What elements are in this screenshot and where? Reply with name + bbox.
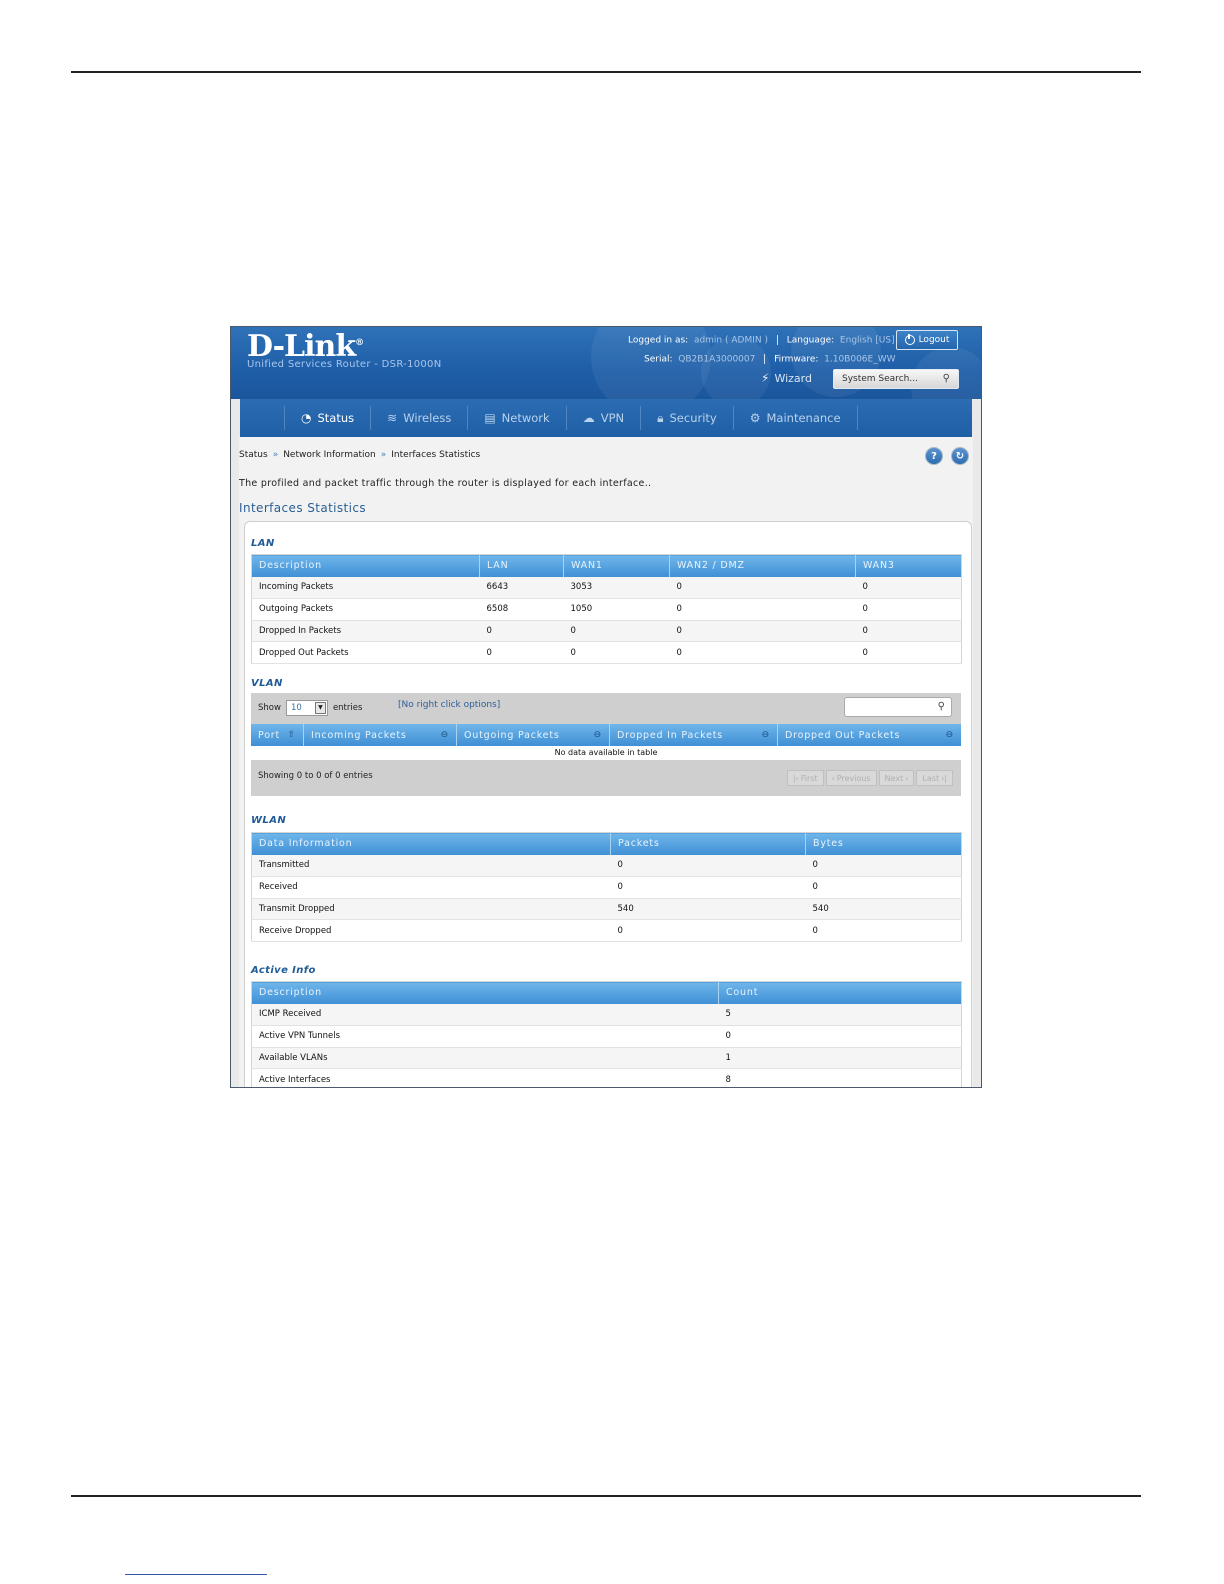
page-title: Interfaces Statistics bbox=[239, 501, 367, 515]
table-row: Transmit Dropped 540 540 bbox=[252, 898, 962, 920]
statistics-card bbox=[244, 521, 972, 1088]
product-subtitle: Unified Services Router - DSR-1000N bbox=[247, 359, 442, 370]
first-page-button[interactable]: |‹ First bbox=[787, 770, 824, 786]
entries-select[interactable]: 10 ▼ bbox=[286, 700, 328, 716]
vlan-table-header bbox=[251, 724, 961, 746]
gears-icon: ⚙ bbox=[749, 411, 761, 425]
wand-icon: ⚡ bbox=[761, 371, 770, 385]
refresh-icon[interactable]: ↻ bbox=[951, 447, 969, 465]
table-row: Receive Dropped 0 0 bbox=[252, 920, 962, 942]
lan-table bbox=[251, 554, 962, 664]
router-screenshot bbox=[230, 326, 982, 1088]
chevron-down-icon: ▼ bbox=[315, 702, 326, 714]
active-info-section-title: Active Info bbox=[251, 965, 316, 976]
footer-link-underline[interactable] bbox=[125, 1574, 267, 1575]
table-row: Transmitted 0 0 bbox=[252, 855, 962, 877]
table-row: Incoming Packets 6643 3053 0 0 bbox=[252, 577, 962, 599]
column-header-dropped-out[interactable]: Dropped Out Packets ⊖ bbox=[785, 729, 954, 741]
vlan-search-input[interactable] bbox=[844, 697, 952, 717]
first-icon: |‹ bbox=[792, 773, 799, 783]
nav-network[interactable]: ▤ Network bbox=[468, 406, 566, 430]
column-header[interactable]: LAN bbox=[480, 555, 564, 577]
column-header-port[interactable]: Port ⇧ bbox=[251, 724, 304, 746]
monitor-icon: ▤ bbox=[484, 411, 496, 425]
page-description: The profiled and packet traffic through the router is displayed for each interface.. bbox=[239, 478, 652, 489]
nav-security[interactable]: 🔒︎ Security bbox=[641, 406, 734, 430]
breadcrumb-network-information[interactable]: Network Information bbox=[283, 450, 376, 460]
column-header[interactable]: WAN1 bbox=[564, 555, 670, 577]
wizard-link[interactable]: ⚡ Wizard bbox=[761, 371, 812, 385]
main-nav bbox=[240, 399, 972, 437]
active-info-table bbox=[251, 981, 962, 1088]
nav-wireless[interactable]: ≋ Wireless bbox=[371, 406, 468, 430]
column-header[interactable]: Count bbox=[719, 982, 962, 1004]
nav-vpn[interactable]: ☁ VPN bbox=[567, 406, 641, 430]
column-header-outgoing[interactable]: Outgoing Packets ⊖ bbox=[457, 724, 610, 746]
table-row: Received 0 0 bbox=[252, 876, 962, 898]
wlan-table bbox=[251, 832, 962, 942]
logout-button[interactable]: Logout bbox=[896, 330, 958, 350]
gauge-icon: ◔ bbox=[301, 411, 312, 425]
sort-icon: ⊖ bbox=[440, 730, 449, 740]
column-header-dropped-in[interactable]: Dropped In Packets ⊖ bbox=[610, 724, 778, 746]
column-header[interactable]: Description bbox=[252, 555, 480, 577]
help-icon[interactable]: ? bbox=[925, 447, 943, 465]
pagination bbox=[787, 770, 953, 786]
dlink-logo: D-Link® bbox=[247, 329, 364, 364]
previous-icon: ‹ bbox=[831, 773, 835, 783]
last-icon: ›| bbox=[941, 773, 947, 783]
table-row: Outgoing Packets 6508 1050 0 0 bbox=[252, 598, 962, 620]
column-header[interactable]: Description bbox=[252, 982, 719, 1004]
column-header[interactable]: WAN3 bbox=[856, 555, 962, 577]
language-selector[interactable]: English [US] bbox=[839, 335, 895, 346]
table-row: Active VPN Tunnels 0 bbox=[252, 1025, 962, 1047]
lock-icon: 🔒︎ bbox=[657, 410, 664, 425]
top-rule bbox=[71, 71, 1141, 73]
power-icon bbox=[905, 335, 915, 345]
entries-control: Show 10 ▼ entries bbox=[258, 700, 362, 716]
column-header[interactable]: Packets bbox=[611, 833, 806, 855]
table-row: Available VLANs 1 bbox=[252, 1047, 962, 1069]
right-click-note: [No right click options] bbox=[398, 700, 501, 710]
table-row: ICMP Received 5 bbox=[252, 1004, 962, 1026]
header-bar bbox=[231, 327, 981, 399]
device-info: Serial: QB2B1A3000007 Firmware: 1.10B006E_WW bbox=[644, 354, 896, 365]
last-page-button[interactable]: Last ›| bbox=[916, 770, 953, 786]
column-header[interactable]: Data Information bbox=[252, 833, 611, 855]
search-icon: ⚲ bbox=[942, 373, 950, 384]
column-header-incoming[interactable]: Incoming Packets ⊖ bbox=[304, 724, 457, 746]
previous-page-button[interactable]: ‹ Previous bbox=[826, 770, 877, 786]
sort-icon: ⊖ bbox=[761, 730, 770, 740]
sort-icon: ⊖ bbox=[945, 730, 954, 740]
lan-section-title: LAN bbox=[251, 538, 275, 549]
sort-up-icon: ⇧ bbox=[287, 730, 296, 740]
table-row: Dropped In Packets 0 0 0 0 bbox=[252, 620, 962, 642]
showing-entries: Showing 0 to 0 of 0 entries bbox=[258, 771, 373, 781]
breadcrumb-status[interactable]: Status bbox=[239, 450, 268, 460]
next-icon: › bbox=[905, 773, 909, 783]
system-search-input[interactable]: System Search... ⚲ bbox=[833, 369, 959, 389]
login-info: Logged in as: admin ( ADMIN ) Language: English [US] bbox=[628, 335, 895, 346]
table-row: Active Interfaces 8 bbox=[252, 1069, 962, 1088]
breadcrumb-current: Interfaces Statistics bbox=[391, 450, 481, 460]
wlan-section-title: WLAN bbox=[251, 815, 287, 826]
table-row: Dropped Out Packets 0 0 0 0 bbox=[252, 642, 962, 664]
column-header[interactable]: WAN2 / DMZ bbox=[670, 555, 856, 577]
column-header[interactable]: Bytes bbox=[806, 833, 962, 855]
nav-maintenance[interactable]: ⚙ Maintenance bbox=[734, 406, 858, 430]
vlan-table-wrapper bbox=[251, 693, 961, 796]
wifi-icon: ≋ bbox=[387, 411, 398, 425]
next-page-button[interactable]: Next › bbox=[879, 770, 915, 786]
no-data-row: No data available in table bbox=[251, 746, 961, 760]
search-icon: ⚲ bbox=[937, 701, 945, 712]
breadcrumb: Status » Network Information » Interfaces Statistics bbox=[239, 450, 481, 460]
nav-status[interactable]: ◔ Status bbox=[284, 406, 371, 430]
bottom-rule bbox=[71, 1495, 1141, 1497]
cloud-icon: ☁ bbox=[582, 411, 595, 425]
sort-icon: ⊖ bbox=[593, 730, 602, 740]
content-area bbox=[239, 437, 973, 1088]
vlan-section-title: VLAN bbox=[251, 678, 283, 689]
